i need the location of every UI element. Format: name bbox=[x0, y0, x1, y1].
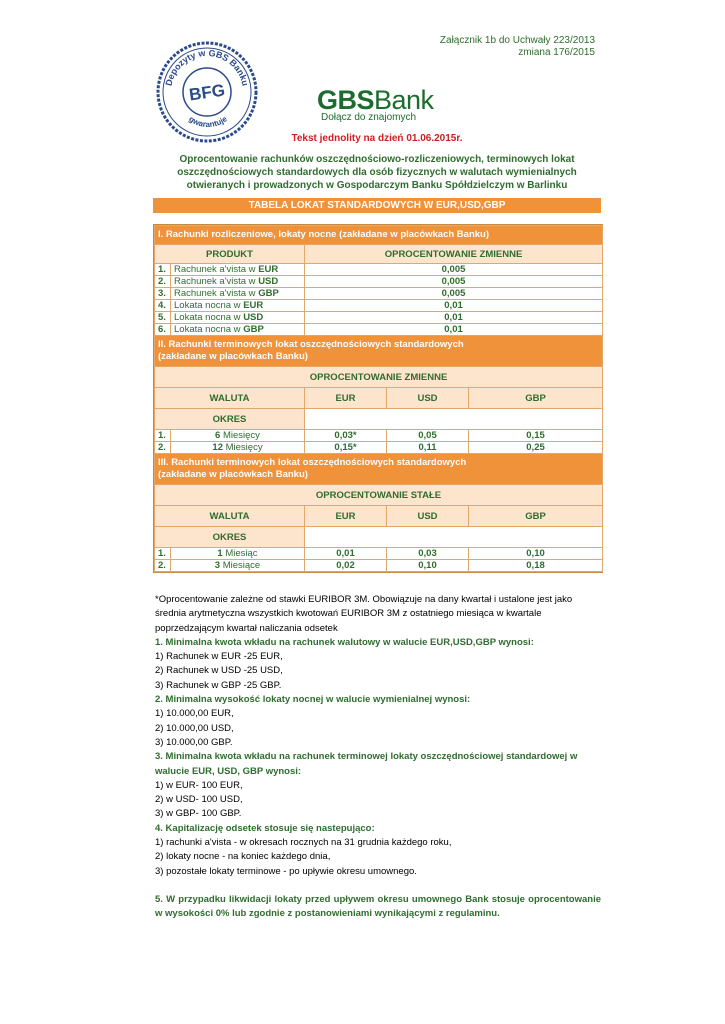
section2-title: II. Rachunki terminowych lokat oszczędnościowych standardowych (zakładane w placówkach Banku) bbox=[155, 336, 603, 367]
note-heading-2: 2. Minimalna wysokość lokaty nocnej w walucie wymienialnej wynosi: bbox=[155, 694, 471, 706]
table-row: 3. Rachunek a'vista w GBP 0,005 bbox=[155, 288, 603, 300]
note-heading-3: 3. Minimalna kwota wkładu na rachunek terminowej lokaty oszczędnościowej standardowej w walucie EUR, USD, GBP wynosi: bbox=[155, 751, 578, 777]
logo-gbs: GBS bbox=[317, 85, 375, 115]
stamp-top-text: Depozyty w GBS Banku bbox=[163, 47, 251, 87]
section2-rate-header: OPROCENTOWANIE ZMIENNE bbox=[155, 367, 603, 388]
attachment-line2: zmiana 176/2015 bbox=[518, 47, 595, 58]
list-item: 2) lokaty nocne - na koniec każdego dnia, bbox=[155, 851, 331, 863]
table-row: 6. Lokata nocna w GBP 0,01 bbox=[155, 324, 603, 336]
col-variable-rate: OPROCENTOWANIE ZMIENNE bbox=[305, 245, 603, 264]
logo-bank: Bank bbox=[374, 85, 434, 115]
col-product: PRODUKT bbox=[155, 245, 305, 264]
col-period: OKRES bbox=[155, 409, 305, 430]
col-usd: USD bbox=[387, 506, 469, 527]
table-row: 5. Lokata nocna w USD 0,01 bbox=[155, 312, 603, 324]
attachment-note bbox=[430, 35, 595, 59]
col-eur: EUR bbox=[305, 506, 387, 527]
stamp-bottom-text: gwarantuje bbox=[187, 114, 229, 129]
list-item: 2) w USD- 100 USD, bbox=[155, 794, 243, 806]
col-usd: USD bbox=[387, 388, 469, 409]
table-row: 2. 12 Miesięcy 0,15* 0,11 0,25 bbox=[155, 442, 603, 454]
list-item: 3) Rachunek w GBP -25 GBP. bbox=[155, 679, 282, 691]
rates-table bbox=[153, 224, 603, 573]
list-item: 3) w GBP- 100 GBP. bbox=[155, 808, 242, 820]
note-heading-4: 4. Kapitalizację odsetek stosuje się nastepująco: bbox=[155, 822, 375, 834]
gbs-bank-logo bbox=[317, 86, 447, 128]
note-heading-1: 1. Minimalna kwota wkładu na rachunek walutowy w walucie EUR,USD,GBP wynosi: bbox=[155, 636, 534, 648]
section3-title: III. Rachunki terminowych lokat oszczędnościowych standardowych (zakładane w placówkach Banku) bbox=[155, 454, 603, 485]
list-item: 3) 10.000,00 GBP. bbox=[155, 736, 233, 748]
col-eur: EUR bbox=[305, 388, 387, 409]
list-item: 2) Rachunek w USD -25 USD, bbox=[155, 665, 283, 677]
table-row: 4. Lokata nocna w EUR 0,01 bbox=[155, 300, 603, 312]
list-item: 1) 10.000,00 EUR, bbox=[155, 708, 234, 720]
table-row: 2. 3 Miesiące 0,02 0,10 0,18 bbox=[155, 560, 603, 572]
table-row: 1. Rachunek a'vista w EUR 0,005 bbox=[155, 264, 603, 276]
table-row: 1. 6 Miesięcy 0,03* 0,05 0,15 bbox=[155, 430, 603, 442]
table-row: 1. 1 Miesiąc 0,01 0,03 0,10 bbox=[155, 548, 603, 560]
list-item: 1) rachunki a'vista - w okresach rocznych na 31 grudnia każdego roku, bbox=[155, 837, 452, 849]
attachment-line1: Załącznik 1b do Uchwały 223/2013 bbox=[439, 35, 595, 46]
notes-section bbox=[155, 593, 601, 922]
col-period: OKRES bbox=[155, 527, 305, 548]
bfg-stamp bbox=[155, 40, 260, 145]
section3-rate-header: OPROCENTOWANIE STAŁE bbox=[155, 485, 603, 506]
footnote: *Oprocentowanie zależne od stawki EURIBOR 3M. Obowiązuje na dany kwartał i ustalone jest jako średnia arytmetyczna wszystkich kwotowań EURIBOR 3M z ostatniego miesiąca w kwartale poprzedzającym kwartał naliczania odsetek bbox=[155, 594, 573, 634]
col-currency: WALUTA bbox=[155, 388, 305, 409]
stamp-center: BFG bbox=[187, 80, 227, 105]
col-gbp: GBP bbox=[469, 506, 603, 527]
list-item: 1) Rachunek w EUR -25 EUR, bbox=[155, 651, 283, 663]
table-row: 2. Rachunek a'vista w USD 0,005 bbox=[155, 276, 603, 288]
list-item: 1) w EUR- 100 EUR, bbox=[155, 779, 243, 791]
section1-title: I. Rachunki rozliczeniowe, lokaty nocne (zakładane w placówkach Banku) bbox=[155, 226, 603, 245]
note-heading-5: 5. W przypadku likwidacji lokaty przed upływem okresu umownego Bank stosuje oprocentowanie w wysokości 0% lub zgodnie z postanowieniami wynikającymi z regulaminu. bbox=[155, 893, 601, 920]
unified-text-date: Tekst jednolity na dzień 01.06.2015r. bbox=[291, 133, 463, 144]
list-item: 3) pozostałe lokaty terminowe - po upływie okresu umownego. bbox=[155, 865, 417, 877]
col-currency: WALUTA bbox=[155, 506, 305, 527]
table-title: TABELA LOKAT STANDARDOWYCH W EUR,USD,GBP bbox=[153, 198, 601, 213]
list-item: 2) 10.000,00 USD, bbox=[155, 722, 234, 734]
intro-heading: Oprocentowanie rachunków oszczędnościowo-rozliczeniowych, terminowych lokat oszczędnościowych standardowych dla osób fizycznych w walutach wymienialnych otwieranych i prowadzonych w Gospodarczym Banku Spółdzielczym w Barlinku bbox=[177, 154, 577, 191]
col-gbp: GBP bbox=[469, 388, 603, 409]
logo-tagline: Dołącz do znajomych bbox=[321, 112, 417, 123]
